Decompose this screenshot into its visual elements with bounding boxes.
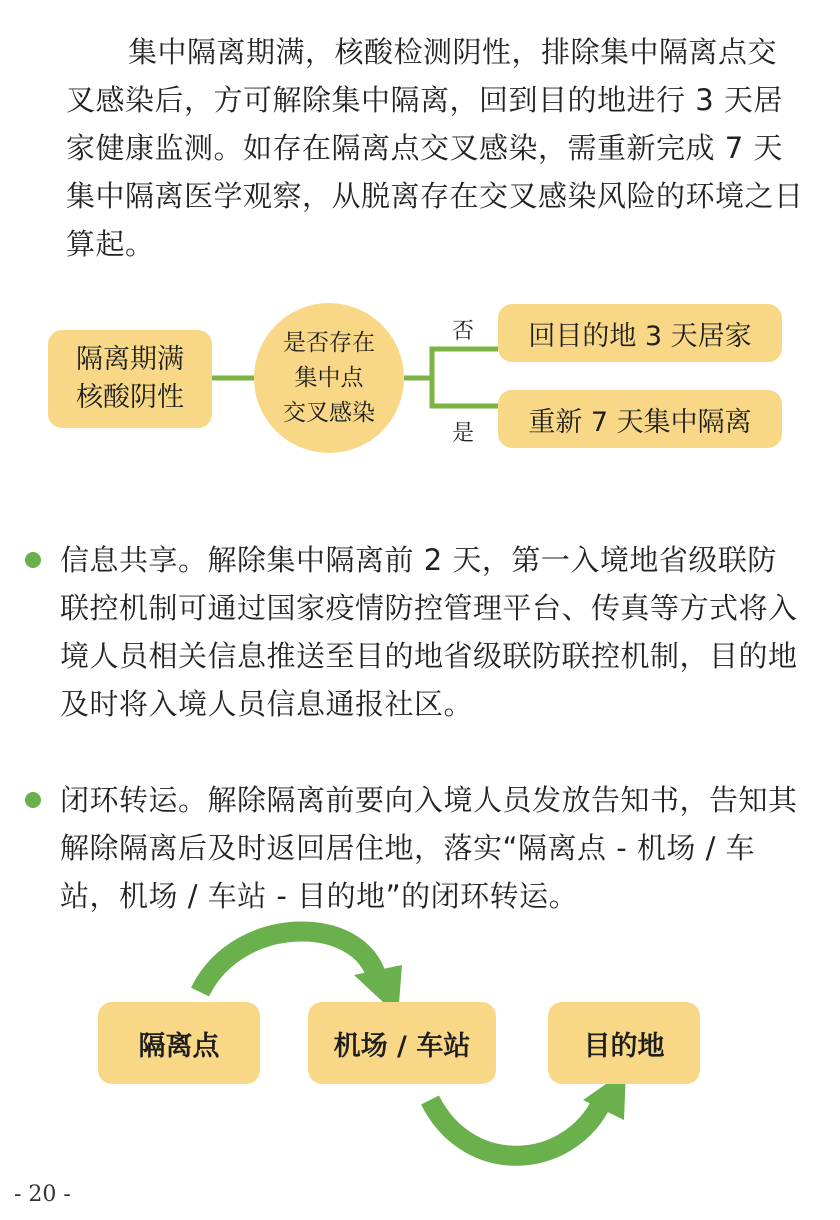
branch-yes-label: 是: [452, 421, 475, 446]
step3-text: 目的地: [583, 1030, 665, 1062]
bullet-paragraph-1: 信息共享。解除集中隔离前 2 天，第一入境地省级联防联控机制可通过国家疫情防控管理平台、传真等方式将入境人员相关信息推送至目的地省级联防联控机制，目的地及时将入境人员信息通报社区。: [60, 543, 798, 721]
start-line-1: 隔离期满: [76, 344, 184, 375]
decision-line-3: 交叉感染: [283, 399, 375, 426]
step1-text: 隔离点: [138, 1030, 220, 1062]
page-number: - 20 -: [14, 1182, 71, 1207]
bullet-paragraph-2: 闭环转运。解除隔离前要向入境人员发放告知书，告知其解除隔离后及时返回居住地，落实“隔离点 - 机场 / 车站，机场 / 车站 - 目的地”的闭环转运。: [60, 783, 798, 913]
flow2-step-destination: [548, 1002, 700, 1084]
branch-no-label: 否: [452, 319, 475, 344]
curved-arrow-top: [200, 931, 378, 992]
start-line-2: 核酸阴性: [76, 382, 184, 413]
outcome-yes-text: 重新 7 天集中隔离: [528, 406, 752, 438]
flow2-step-quarantine: [98, 1002, 260, 1084]
decision-line-1: 是否存在: [283, 329, 375, 356]
outcome-no-text: 回目的地 3 天居家: [528, 320, 752, 352]
flow2-step-station: [308, 1002, 496, 1084]
intro-paragraph: 集中隔离期满，核酸检测阴性，排除集中隔离点交叉感染后，方可解除集中隔离，回到目的地进行 3 天居家健康监测。如存在隔离点交叉感染，需重新完成 7 天集中隔离医学观察，从脱离存在交叉感染风险的环境之日算起。: [66, 35, 804, 261]
decision-line-2: 集中点: [294, 364, 364, 391]
step2-text: 机场 / 车站: [333, 1030, 471, 1062]
curved-arrow-bottom: [430, 1095, 605, 1156]
